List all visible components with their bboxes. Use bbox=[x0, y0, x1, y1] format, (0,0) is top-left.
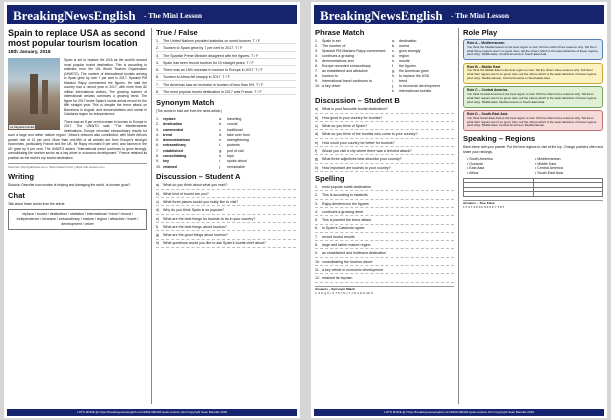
page-footer: LOTS MORE @ https://breakingnewsenglish.com/1801/180118-spain-tourism.html Copyright Sean Banville 2018 bbox=[7, 409, 297, 416]
phrase-row bbox=[315, 69, 454, 74]
row-letter: j. bbox=[392, 83, 394, 88]
synonym-match: crucial bbox=[227, 122, 238, 127]
headline: Spain to replace USA as second most popular tourism location bbox=[8, 28, 146, 48]
phrase-end: results bbox=[399, 58, 410, 63]
page-banner bbox=[7, 5, 297, 24]
discussion-a-item: h) What questions would you like to ask Spain's tourist chief about? bbox=[156, 241, 296, 247]
spelling-item: 5. This is pseetid the terror attack bbox=[315, 218, 454, 224]
synonym-match: traditional bbox=[227, 127, 243, 132]
row-number: 6. bbox=[156, 143, 159, 148]
row-letter: k. bbox=[392, 88, 395, 93]
spelling-title: Spelling bbox=[315, 173, 345, 183]
synonym-table bbox=[156, 117, 296, 169]
spelling-item: 6. in Spain's Catalonia ngoier bbox=[315, 226, 454, 232]
discussion-a-item: a) What do you think about what you read? bbox=[156, 183, 296, 189]
column-divider bbox=[151, 28, 152, 404]
discussion-a-item: c) What three places would you really like to visit? bbox=[156, 200, 296, 206]
speaking-intro: Rank these with your partner. Put the best regions to visit at the top. Change partners often and share your rankings. bbox=[463, 145, 603, 154]
region-item: • Africa bbox=[467, 171, 535, 176]
synonym-row bbox=[156, 128, 296, 133]
phrase-start: Spain is set bbox=[322, 39, 341, 43]
column-divider bbox=[458, 28, 459, 404]
role-card-c bbox=[463, 86, 603, 107]
discussion-b-item: f) Would you visit a city where there was a terrorist attack? bbox=[315, 149, 454, 155]
phrase-start: The number of bbox=[322, 43, 346, 48]
page-footer: LOTS MORE @ https://breakingnewsenglish.com/1801/180118-spain-tourism.html Copyright Sean Banville 2018 bbox=[314, 409, 604, 416]
phrase-start: Spanish PM Mariano Rajoy commented bbox=[322, 48, 386, 53]
synonym-letter: b. bbox=[219, 122, 222, 127]
discussion-a-item: d) Why do you think Spain is so popular? bbox=[156, 208, 296, 214]
phrase-start: tourism to bbox=[322, 73, 338, 78]
spelling-item: 12. retained its topostn bbox=[315, 276, 454, 282]
row-number: 7. bbox=[315, 68, 318, 73]
row-letter: d. bbox=[392, 53, 395, 58]
row-number: 9. bbox=[156, 159, 159, 164]
synonym-match: tops bbox=[227, 154, 234, 159]
tf-list bbox=[156, 39, 296, 95]
role-name: Role C – Central America bbox=[467, 88, 508, 93]
spelling-item: 3. Rajoy demtencmo the figures bbox=[315, 202, 454, 208]
synonym-word: retained bbox=[163, 164, 177, 169]
brand-title: BreakingNewsEnglish bbox=[320, 8, 443, 23]
row-number: 2. bbox=[315, 43, 318, 48]
role-text: You think Central America is the best region to visit. Tell the others three reasons why. Tell them what their regions aren't so good. Also, tell the others which is the least attractive of these regions (and why): Middle East, Mediterranean or South-East Asia. bbox=[467, 92, 597, 104]
synonym-match: take over from bbox=[227, 132, 250, 137]
row-number: 9. bbox=[315, 78, 318, 83]
synonym-match: spoke about bbox=[227, 159, 247, 164]
synonym-row bbox=[156, 122, 296, 127]
discussion-a-title: Discussion – Student A bbox=[156, 172, 241, 182]
synonym-word: key bbox=[163, 159, 169, 164]
role-text: You think the Mediterranean is the best region to visit. Tell the others three reasons why. Tell them what these regions aren't so good. Also, tell the others which is the least attractive of these regions (and why): Middle East, Central America or South-East Asia. bbox=[467, 44, 598, 57]
synonym-row bbox=[156, 149, 296, 154]
region-item: • South America bbox=[467, 157, 535, 162]
phrase-row bbox=[315, 49, 454, 54]
phrase-end: the Americas grew bbox=[399, 68, 429, 73]
article-column bbox=[8, 28, 147, 406]
phrase-row bbox=[315, 54, 454, 59]
synonym-row bbox=[156, 165, 296, 170]
role-card-d bbox=[463, 110, 603, 131]
row-letter: c. bbox=[392, 48, 395, 53]
tf-title: True / False bbox=[156, 28, 198, 37]
spelling-item: 10. consolidating the tourism ctsore bbox=[315, 260, 454, 266]
tf-item: 8. The most popular tourist destination in 2017 was France. T / F bbox=[156, 90, 296, 95]
lesson-type: - The Mini Lesson bbox=[451, 11, 510, 20]
brand-title: BreakingNewsEnglish bbox=[13, 8, 136, 23]
row-letter: g. bbox=[392, 68, 395, 73]
ranking-table bbox=[463, 178, 603, 197]
synonym-intro: (The words in bold are from the news article.) bbox=[156, 109, 223, 114]
role-card-b bbox=[463, 63, 603, 84]
tf-item: 5. There was an 18% increase in tourism to Europe in 2017. T / F bbox=[156, 68, 296, 73]
row-number: 5. bbox=[156, 138, 159, 143]
answers-block bbox=[315, 286, 454, 296]
ranking-cell[interactable] bbox=[464, 192, 534, 197]
row-number: 4. bbox=[315, 53, 318, 58]
discussion-b-item: g) What three adjectives best describe your country? bbox=[315, 157, 454, 163]
phrase-start: demonstrations and bbox=[322, 58, 354, 63]
roleplay-title: Role Play bbox=[463, 28, 498, 37]
discussion-b-item: h) How important are tourists to your country? bbox=[315, 166, 454, 172]
synonym-word: commented bbox=[163, 127, 184, 132]
row-number: 1. bbox=[315, 39, 318, 43]
row-number: 8. bbox=[156, 154, 159, 159]
phrase-end: international tourists bbox=[399, 88, 432, 93]
spelling-item: 7. record tourist results bbox=[315, 235, 454, 241]
discussion-b-item: a) What is your favourite tourist destination? bbox=[315, 107, 454, 113]
exercise-column-right bbox=[463, 28, 603, 406]
article-paragraph-2: There was an 8 per cent increase in tourism to Europe in 2017. The UNWTO said, "The Mediterranean destinations, Europe recorded extraordinary results for such a large and rather mature region." Africa's rebound also contributed, with North Africa's growth rate of 13 per cent. More than one-fifth of all arrivals are from Europe's stronger economies, particularly France and the UK. Mr Rajoy recorded 9 per cent, and tourism in the UK grew by 5 per cent. The UNWTO added: "International travel continues to grow strongly, consolidating the tourism sector as a key driver in economic development." France retained its position as the world's top tourist destination. bbox=[8, 119, 147, 160]
discussion-b-list bbox=[315, 107, 454, 171]
exercise-column bbox=[156, 28, 296, 406]
synonym-match: travelling bbox=[227, 116, 242, 121]
region-item: • Middle East bbox=[535, 162, 603, 167]
discussion-b-item: e) How could your country be better for tourists? bbox=[315, 141, 454, 147]
synonym-row bbox=[156, 154, 296, 159]
phrase-row bbox=[315, 84, 454, 89]
phrase-end: trend bbox=[399, 78, 408, 83]
ranking-cell[interactable] bbox=[533, 192, 603, 197]
discussion-a-item: g) What are the good things about tourism? bbox=[156, 233, 296, 239]
region-item: • East Asia bbox=[467, 166, 535, 171]
synonym-row bbox=[156, 159, 296, 164]
answers-tf-title: Answers – True False bbox=[463, 201, 495, 205]
role-name: Role A – Mediterranean bbox=[467, 41, 505, 45]
row-letter: b. bbox=[392, 43, 395, 48]
synonym-word: replace bbox=[163, 116, 176, 121]
spelling-item: 11. a key veindr in economic development bbox=[315, 268, 454, 274]
row-letter: i. bbox=[392, 78, 394, 83]
role-text: You think South-East Asia is the best region to visit. Tell the others three reasons why. Tell them what their regions aren't so good. Also, tell the others which is the least attractive of these regions (and why): Middle East, Central America or Mediterranean. bbox=[467, 115, 597, 128]
lesson-type: - The Mini Lesson bbox=[144, 11, 203, 20]
row-number: 7. bbox=[156, 148, 159, 153]
row-letter: f. bbox=[392, 63, 394, 68]
source-credit: Sources: http://gulfnews.com | https://www.ft.com | https://uk.reuters.com bbox=[8, 163, 147, 169]
synonym-word: destination bbox=[163, 122, 183, 127]
phrase-match-table bbox=[315, 39, 454, 93]
phrase-start: a key driver bbox=[322, 83, 341, 88]
region-item: • South-East Asia bbox=[535, 171, 603, 176]
speaking-title: Speaking – Regions bbox=[463, 134, 536, 144]
spelling-item: 8. large and rather mature region bbox=[315, 243, 454, 249]
phrase-row bbox=[315, 89, 454, 94]
synonym-letter: a. bbox=[219, 116, 222, 121]
role-card-a bbox=[463, 39, 603, 60]
synonym-letter: c. bbox=[219, 127, 222, 132]
synonym-word: established bbox=[163, 148, 183, 153]
row-number bbox=[315, 89, 322, 94]
phrase-row bbox=[315, 44, 454, 49]
phrase-end: grow strongly bbox=[399, 48, 421, 53]
synonym-letter: h. bbox=[219, 154, 222, 159]
phrase-end: to replace the USA bbox=[399, 73, 430, 78]
tf-item: 7. The Americas saw an increase in tourism of less than 6%. T / F bbox=[156, 83, 296, 88]
row-number: 3. bbox=[156, 127, 159, 132]
region-item: • Oceania bbox=[467, 162, 535, 167]
chat-title: Chat bbox=[8, 190, 25, 200]
phrase-row bbox=[315, 74, 454, 79]
chat-word-box bbox=[8, 209, 147, 230]
row-letter: h. bbox=[392, 73, 395, 78]
spelling-item: 4. continues a growing drnet bbox=[315, 210, 454, 216]
row-number: 6. bbox=[315, 63, 318, 68]
phrase-start bbox=[322, 89, 392, 94]
row-number: 2. bbox=[156, 122, 159, 127]
phrase-row bbox=[315, 59, 454, 64]
synonym-word: demonstrations bbox=[163, 138, 190, 143]
discussion-b-title: Discussion – Student B bbox=[315, 96, 400, 106]
chat-intro: Talk about these words from the article. bbox=[8, 201, 66, 206]
photo-caption: La Sagrada Familia bbox=[10, 125, 35, 129]
synonym-row bbox=[156, 133, 296, 138]
tower-shape-2 bbox=[42, 80, 48, 114]
row-number: 8. bbox=[315, 73, 318, 78]
role-text: You think the Middle East is the best region to visit. Tell the others three reasons why. Tell them what their regions aren't so good. Also, tell the others which is the least attractive of these regions (and why): Mediterranean, Central America or South-East Asia. bbox=[467, 68, 597, 81]
synonym-match: protests bbox=[227, 143, 240, 148]
tower-shape bbox=[30, 74, 38, 114]
exercise-column-left bbox=[315, 28, 454, 406]
discussion-b-item: c) What do you think of Spain? bbox=[315, 124, 454, 130]
phrase-end: destination bbox=[399, 39, 417, 43]
spelling-item: 2. This is according to sstaticits bbox=[315, 193, 454, 199]
synonym-letter: g. bbox=[219, 148, 222, 153]
tf-item: 1. The United Nations provided statistics on world tourism. T / F bbox=[156, 39, 296, 44]
phrase-match-title: Phrase Match bbox=[315, 28, 365, 37]
row-number: 3. bbox=[315, 48, 318, 53]
page-right bbox=[311, 2, 607, 418]
synonym-row bbox=[156, 138, 296, 143]
regions-list bbox=[463, 157, 603, 175]
spelling-item: 1. most popular tuirstt destination bbox=[315, 185, 454, 191]
role-name: Role B – Middle East bbox=[467, 64, 501, 69]
synonym-letter: f. bbox=[219, 143, 221, 148]
phrase-end: in economic development bbox=[399, 83, 440, 88]
discussion-a-list bbox=[156, 183, 296, 247]
discussion-a-item: b) What kind of tourist are you? bbox=[156, 192, 296, 198]
article-date: 18th January, 2018 bbox=[8, 50, 51, 55]
writing-title: Writing bbox=[8, 172, 35, 181]
synonym-letter: e. bbox=[219, 138, 222, 143]
discussion-a-item: e) What are the best things for tourists to do in your country? bbox=[156, 217, 296, 223]
answers-synonym: 1. d 2. g 3. i 4. ? 5. f 6. j 7. c 8. e 9. b 10. h bbox=[315, 290, 373, 295]
tf-item: 6. Tourism to Africa fell sharply in 2017. T / F bbox=[156, 75, 296, 80]
phrase-row bbox=[315, 39, 454, 44]
row-number: 10. bbox=[315, 83, 320, 88]
chat-words: replace / tourist / destination / statistics / international / trend / record / independence / increase / extraordinary / mature / region / attractive / travel / development / driver bbox=[16, 212, 139, 226]
discussion-b-item: d) What do you think of the tourists who come to your country? bbox=[315, 132, 454, 138]
phrase-start: International travel continues to bbox=[322, 78, 372, 83]
synonym-word: consolidating bbox=[163, 154, 187, 159]
row-letter: a. bbox=[392, 39, 395, 43]
synonym-title: Synonym Match bbox=[156, 98, 215, 108]
synonym-letter: i. bbox=[219, 159, 221, 164]
answers-tf-block bbox=[463, 200, 603, 210]
row-number: 1. bbox=[156, 116, 159, 121]
row-number: 4. bbox=[156, 132, 159, 137]
answers-tf: 1 T 2 T 3 F 4 F 5 F 6 F 7 T 8 T bbox=[463, 204, 505, 209]
answers-title: Answers – Synonym Match bbox=[315, 286, 356, 291]
phrase-end: unrest bbox=[399, 43, 409, 48]
discussion-b-item: b) How good is your country for tourists? bbox=[315, 116, 454, 122]
tf-item: 4. Spain has seen record tourism for 10 straight years. T / F bbox=[156, 61, 296, 66]
region-item: • Central America bbox=[535, 166, 603, 171]
row-letter: e. bbox=[392, 58, 395, 63]
row-number: 5. bbox=[315, 58, 318, 63]
writing-text: Discuss: Describe how tourism is helping and damaging the world. Is tourism good? bbox=[8, 183, 131, 187]
spelling-list bbox=[315, 185, 454, 283]
synonym-match: remarkable bbox=[227, 164, 245, 169]
phrase-end: the figures bbox=[399, 63, 416, 68]
article-paragraph-1: Spain is set to replace the USA as the world's second most popular tourist destination. This is according to statistics from the UN World Tourism Organization (UNWTO). The number of international tourists arriving in Spain grew by over 7 per cent in 2017. Spanish PM Mariano Rajoy commented the figures. He said the country had a record year in 2017, with more than 82 million international visitors. The growing number of international arrivals continues a growing trend. The figure for 2017 broke Spain's tourist arrival record for the fifth straight year. This is despite the terror attack on Barcelona in August, and demonstrations and unrest in Catalonia region for independence. bbox=[64, 58, 147, 116]
phrase-start: an established and attractive bbox=[322, 68, 368, 73]
synonym-letter: d. bbox=[219, 132, 222, 137]
row-number: 10. bbox=[156, 164, 161, 169]
tf-item: 2. Tourism to Spain grew by 7 per cent in 2017. T / F bbox=[156, 46, 296, 51]
synonym-letter: j. bbox=[219, 164, 221, 169]
tf-item: 3. The Spanish Prime Minister disagreed with the figures. T / F bbox=[156, 54, 296, 59]
synonym-match: strengthening bbox=[227, 138, 249, 143]
phrase-row bbox=[315, 64, 454, 69]
page-banner bbox=[314, 5, 604, 24]
phrase-row bbox=[315, 79, 454, 84]
synonym-word: extraordinary bbox=[163, 143, 186, 148]
discussion-a-item: f) What are the best things about tourism? bbox=[156, 225, 296, 231]
spelling-item: 9. an established and trcitteava destination bbox=[315, 251, 454, 257]
role-name: Role D – South-East Asia bbox=[467, 112, 508, 117]
phrase-end: region bbox=[399, 53, 409, 58]
synonym-row bbox=[156, 143, 296, 148]
article-photo bbox=[8, 58, 60, 130]
phrase-start: continues a growing bbox=[322, 53, 354, 58]
page-left bbox=[4, 2, 300, 418]
phrase-start: Europe recorded extraordinary bbox=[322, 63, 371, 68]
region-item: • Mediterranean bbox=[535, 157, 603, 162]
synonym-row bbox=[156, 117, 296, 122]
synonym-word: trend bbox=[163, 132, 172, 137]
synonym-match: port of call bbox=[227, 148, 244, 153]
